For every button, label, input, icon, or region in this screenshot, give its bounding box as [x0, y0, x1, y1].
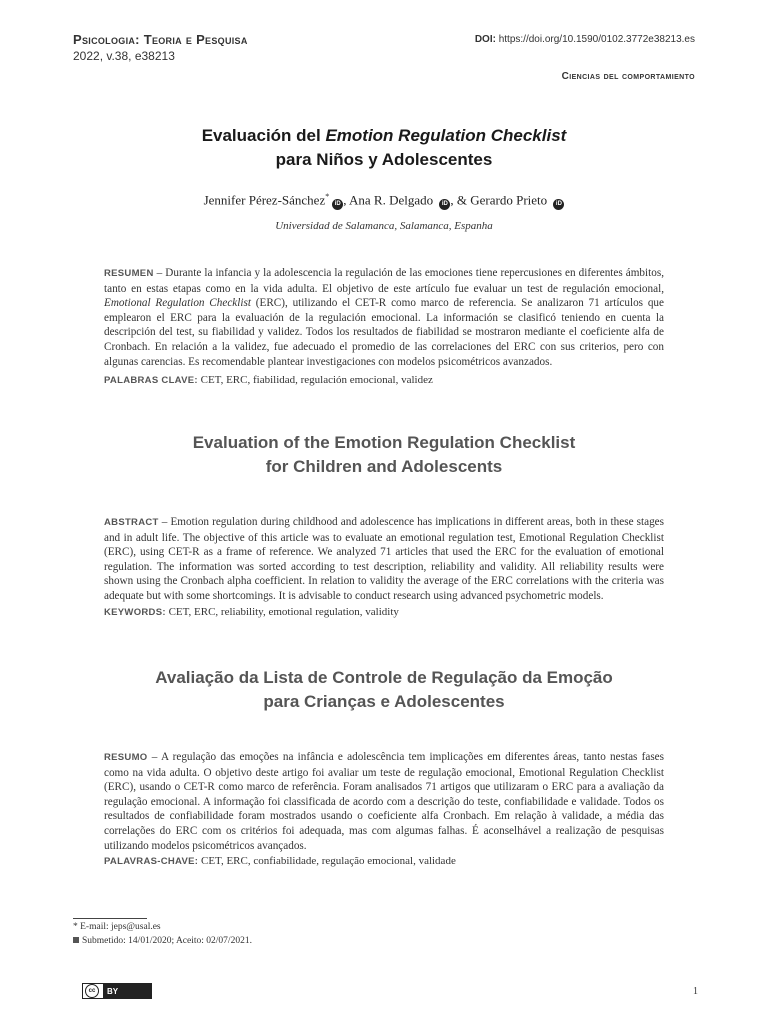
keywords-label: KEYWORDS: [104, 607, 166, 618]
cc-by-icon[interactable] [82, 983, 152, 999]
orcid-icon[interactable]: iD [332, 199, 343, 210]
section-name: Ciencias del comportamiento [561, 71, 695, 82]
footnote-email: * E-mail: jeps@usal.es [73, 922, 161, 932]
orcid-icon[interactable]: iD [439, 199, 450, 210]
palavras-chave: PALAVRAS-CHAVE: CET, ERC, confiabilidade, regulação emocional, validade [104, 855, 456, 867]
title-portuguese: Avaliação da Lista de Controle de Regulação da Emoção para Crianças e Adolescentes [155, 668, 613, 711]
title-spanish-line1: Evaluación del Emotion Regulation Checklist [201, 126, 567, 145]
resumen-paragraph: RESUMEN – Durante la infancia y la adolescencia la regulación de las emociones tiene repercusiones en diferentes ámbitos, tanto en estas etapas como en la vida adulta. El objetivo de este artículo fue evaluar un test de regulación emocional, Emotional Regulation Checklist (ERC), utilizando el CET-R como marco de referencia. Se analizaron 71 artículos que emplearon el ERC para la evaluación de la regulación emocional. La información se clasificó teniendo en cuenta la descripción del test, su fiabilidad y validez. Todos los resultados de fiabilidad se mostraron mediante el coeficiente alfa de Cronbach. En relación a la validez, fue adecuado el promedio de las correlaciones del ERC con sus criterios, pero con algunas carencias. Es recomendable plantear investigaciones con modelos psicométricos avanzados. [104, 267, 664, 368]
resumo-paragraph: RESUMO – A regulação das emoções na infância e adolescência tem implicações em diferentes áreas, tanto nestas fases como na vida adulta. O objetivo deste artigo foi avaliar um teste de regulação emocional, Emotional Regulation Checklist (ERC), usando o CET-R como marco de referência. Foram analisados 71 artigos que utilizaram o ERC para a avaliação da regulação emocional. A informação foi classificada de acordo com a descrição do teste, confiabilidade e validade. Todos os resultados de confiabilidade foram mostrados usando o coeficiente alfa Cronbach. Em relação à validade, a média das correlações do ERC com os critérios foi adequada, mas com algumas falhas. É aconselhável a realização de pesquisas utilizando modelos psicométricos avançados. [104, 751, 664, 852]
doi[interactable] [475, 34, 695, 45]
palabras-clave-label: PALABRAS CLAVE: [104, 375, 198, 386]
author-3: , & Gerardo Prieto [450, 192, 551, 208]
doi-link[interactable]: https://doi.org/10.1590/0102.3772e38213.es [498, 34, 695, 45]
title-spanish [60, 124, 708, 172]
resumo-label: RESUMO [104, 752, 148, 763]
palabras-clave: PALABRAS CLAVE: CET, ERC, fiabilidad, regulación emocional, validez [104, 374, 433, 386]
palavras-chave-label: PALAVRAS-CHAVE: [104, 856, 199, 867]
title-english: Evaluation of the Emotion Regulation Checklist for Children and Adolescents [192, 433, 576, 476]
authors [60, 192, 708, 210]
footnote-submitted: Submetido: 14/01/2020; Aceito: 02/07/2021. [73, 936, 252, 946]
page-number: 1 [693, 986, 698, 997]
square-bullet-icon [73, 937, 79, 943]
cc-circle-icon: cc [85, 984, 99, 998]
footnote-divider [73, 918, 147, 919]
abstract-paragraph: ABSTRACT – Emotion regulation during childhood and adolescence has implications in different areas, both in these stages and in adult life. The objective of this article was to evaluate an emotional regulation test, Emotional Regulation Checklist (ERC), using CET-R as a frame of reference. We analyzed 71 articles that used the ERC for the evaluation of emotional regulation. The information was sorted according to test description, reliability and validity. All reliability results were shown using the Cronbach alpha coefficient. In relation to validity the average of the ERC correlations with the criteria was adequate but with some shortcomings. It is advisable to conduct research using advanced psychometric models. [104, 516, 664, 602]
resumen-label: RESUMEN [104, 268, 154, 279]
affiliation: Universidad de Salamanca, Salamanca, Espanha [275, 220, 493, 232]
author-1-mark: * [325, 192, 330, 201]
doi-label: DOI: [474, 34, 496, 45]
journal-volume: 2022, v.38, e38213 [73, 49, 175, 63]
keywords: KEYWORDS: CET, ERC, reliability, emotional regulation, validity [104, 606, 399, 618]
abstract-label: ABSTRACT [104, 517, 159, 528]
author-2: , Ana R. Delgado [343, 192, 437, 208]
by-label: BY [103, 984, 151, 998]
journal-name: Psicologia: Teoria e Pesquisa [73, 32, 248, 47]
orcid-icon[interactable]: iD [553, 199, 564, 210]
author-1: Jennifer Pérez-Sánchez [203, 192, 326, 208]
title-spanish-line2: para Niños y Adolescentes [275, 150, 493, 169]
